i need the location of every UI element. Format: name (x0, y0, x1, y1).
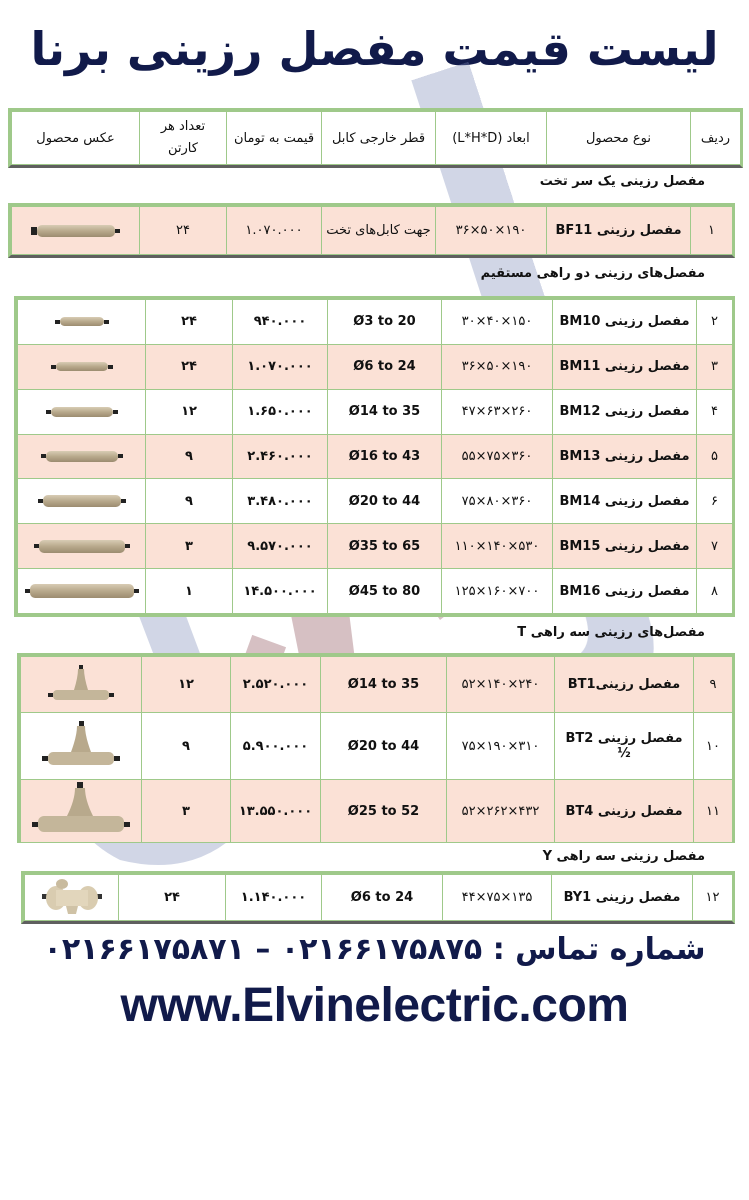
cell-row-no: ۱۱ (694, 780, 733, 843)
t-joint-image-icon (31, 780, 131, 838)
cell-dims: ۷۰۰×۱۶۰×۱۲۵ (442, 569, 553, 614)
cell-price: ۹.۵۷۰.۰۰۰ (233, 524, 328, 569)
cell-qty: ۲۴ (146, 344, 233, 389)
straight-joint-image-icon (38, 494, 126, 509)
cell-row-no: ۱ (691, 207, 733, 255)
cell-diameter: Ø6 to 24 (322, 875, 443, 921)
cell-price: ۵.۹۰۰.۰۰۰ (231, 713, 321, 780)
cell-row-no: ۵ (697, 434, 733, 479)
cell-product: مفصل رزینی BM12 (553, 389, 697, 434)
cell-photo (21, 780, 142, 843)
cell-photo (12, 207, 140, 255)
y-joint-image-icon (40, 876, 104, 916)
table-row (18, 524, 733, 569)
table-flat-joint (11, 206, 733, 255)
cell-diameter: Ø25 to 52 (321, 780, 447, 843)
cell-photo (18, 479, 146, 524)
col-header-carton-qty: تعداد هر کارتن (140, 112, 227, 165)
cell-price: ۱۳.۵۵۰.۰۰۰ (231, 780, 321, 843)
cell-qty: ۱۲ (146, 389, 233, 434)
cell-price: ۲.۴۶۰.۰۰۰ (233, 434, 328, 479)
cell-dims: ۱۹۰×۵۰×۳۶ (442, 344, 553, 389)
cell-row-no: ۷ (697, 524, 733, 569)
cell-price: ۹۴۰.۰۰۰ (233, 300, 328, 345)
cell-price: ۱.۶۵۰.۰۰۰ (233, 389, 328, 434)
cell-dims: ۲۴۰×۱۴۰×۵۲ (447, 657, 555, 713)
cell-diameter: Ø6 to 24 (328, 344, 442, 389)
cell-photo (18, 434, 146, 479)
straight-joint-image-icon (25, 584, 139, 599)
table-row (12, 207, 733, 255)
cell-product: مفصل رزینیBT1 (555, 657, 694, 713)
table-row (18, 569, 733, 614)
cell-price: ۲.۵۲۰.۰۰۰ (231, 657, 321, 713)
cell-dims: ۲۶۰×۶۳×۴۷ (442, 389, 553, 434)
cell-photo (18, 389, 146, 434)
t-joint-image-icon (46, 663, 116, 703)
cell-product: مفصل رزینی BM13 (553, 434, 697, 479)
cell-product: مفصل رزینی BM15 (553, 524, 697, 569)
cell-qty: ۲۴ (119, 875, 226, 921)
col-header-product-type: نوع محصول (547, 112, 691, 165)
table-y-joint (24, 874, 733, 921)
cell-row-no: ۳ (697, 344, 733, 389)
cell-dims: ۳۶۰×۸۰×۷۵ (442, 479, 553, 524)
cell-diameter: Ø45 to 80 (328, 569, 442, 614)
col-header-cable-diameter: قطر خارجی کابل (322, 112, 436, 165)
straight-joint-image-icon (41, 449, 123, 464)
section-title-straight-joints: مفصل‌های رزینی دو راهی مستقیم (480, 266, 705, 281)
cell-dims: ۱۹۰×۵۰×۳۶ (436, 207, 547, 255)
straight-joint-image-icon (46, 404, 118, 419)
cell-product: مفصل رزینی BM14 (553, 479, 697, 524)
cell-qty: ۱ (146, 569, 233, 614)
col-header-price: قیمت به تومان (227, 112, 322, 165)
col-header-dimensions: ابعاد (L*H*D) (436, 112, 547, 165)
table-row (21, 713, 733, 780)
table-straight-joints (17, 299, 733, 614)
cell-photo (21, 657, 142, 713)
section-title-t-joints: مفصل‌های رزینی سه راهی T (517, 625, 705, 640)
table-t-joints (20, 656, 733, 843)
table-row (18, 389, 733, 434)
cell-price: ۱.۱۴۰.۰۰۰ (226, 875, 322, 921)
cell-diameter: Ø35 to 65 (328, 524, 442, 569)
cell-row-no: ۶ (697, 479, 733, 524)
cell-qty: ۱۲ (142, 657, 231, 713)
section-title-flat-joint: مفصل رزینی یک سر تخت (539, 174, 705, 189)
col-header-photo: عکس محصول (12, 112, 140, 165)
table-row (18, 434, 733, 479)
cell-diameter: Ø16 to 43 (328, 434, 442, 479)
cell-diameter: Ø3 to 20 (328, 300, 442, 345)
cell-product: مفصل رزینی BT2 ½ (555, 713, 694, 780)
cell-price: ۱.۰۷۰.۰۰۰ (233, 344, 328, 389)
cell-photo (18, 300, 146, 345)
col-header-row-no: ردیف (691, 112, 741, 165)
cell-qty: ۳ (142, 780, 231, 843)
cell-photo (18, 569, 146, 614)
cell-price: ۳.۴۸۰.۰۰۰ (233, 479, 328, 524)
table-row (18, 344, 733, 389)
contact-phone-numbers: شماره تماس : ۰۲۱۶۶۱۷۵۸۷۵ – ۰۲۱۶۶۱۷۵۸۷۱ (43, 932, 706, 967)
cell-row-no: ۱۲ (693, 875, 733, 921)
table-row (25, 875, 733, 921)
cell-dims: ۴۳۲×۲۶۲×۵۲ (447, 780, 555, 843)
cell-product: مفصل رزینی BM16 (553, 569, 697, 614)
t-joint-image-icon (41, 718, 121, 770)
cell-product: مفصل رزینی BF11 (547, 207, 691, 255)
cell-row-no: ۸ (697, 569, 733, 614)
price-table-header (11, 111, 741, 165)
cell-dims: ۵۳۰×۱۴۰×۱۱۰ (442, 524, 553, 569)
cell-row-no: ۴ (697, 389, 733, 434)
table-row (21, 780, 733, 843)
cell-qty: ۹ (146, 434, 233, 479)
cell-dims: ۱۵۰×۴۰×۳۰ (442, 300, 553, 345)
straight-joint-image-icon (55, 314, 109, 329)
cell-qty: ۳ (146, 524, 233, 569)
cell-product: مفصل رزینی BM11 (553, 344, 697, 389)
table-row (21, 657, 733, 713)
section-title-y-joint: مفصل رزینی سه راهی Y (542, 849, 705, 864)
cell-qty: ۲۴ (140, 207, 227, 255)
table-row (18, 300, 733, 345)
cell-qty: ۹ (142, 713, 231, 780)
cell-diameter: Ø20 to 44 (321, 713, 447, 780)
cell-dims: ۳۱۰×۱۹۰×۷۵ (447, 713, 555, 780)
cell-diameter: Ø20 to 44 (328, 479, 442, 524)
cell-qty: ۲۴ (146, 300, 233, 345)
page-title: لیست قیمت مفصل رزینی برنا (30, 22, 719, 76)
cell-diameter: Ø14 to 35 (321, 657, 447, 713)
table-row (18, 479, 733, 524)
cell-row-no: ۱۰ (694, 713, 733, 780)
cell-row-no: ۹ (694, 657, 733, 713)
straight-joint-image-icon (31, 223, 120, 238)
cell-photo (18, 524, 146, 569)
cell-dims: ۱۳۵×۷۵×۴۴ (443, 875, 552, 921)
cell-photo (25, 875, 119, 921)
straight-joint-image-icon (34, 539, 130, 554)
cell-row-no: ۲ (697, 300, 733, 345)
cell-photo (18, 344, 146, 389)
cell-qty: ۹ (146, 479, 233, 524)
cell-price: ۱۴.۵۰۰.۰۰۰ (233, 569, 328, 614)
cell-diameter: Ø14 to 35 (328, 389, 442, 434)
cell-photo (21, 713, 142, 780)
cell-product: مفصل رزینی BM10 (553, 300, 697, 345)
cell-price: ۱.۰۷۰.۰۰۰ (227, 207, 322, 255)
straight-joint-image-icon (51, 359, 113, 374)
cell-product: مفصل رزینی BT4 (555, 780, 694, 843)
cell-diameter: جهت کابل‌های تخت (322, 207, 436, 255)
cell-dims: ۳۶۰×۷۵×۵۵ (442, 434, 553, 479)
cell-product: مفصل رزینی BY1 (552, 875, 693, 921)
website-url[interactable]: www.Elvinelectric.com (120, 979, 629, 1032)
